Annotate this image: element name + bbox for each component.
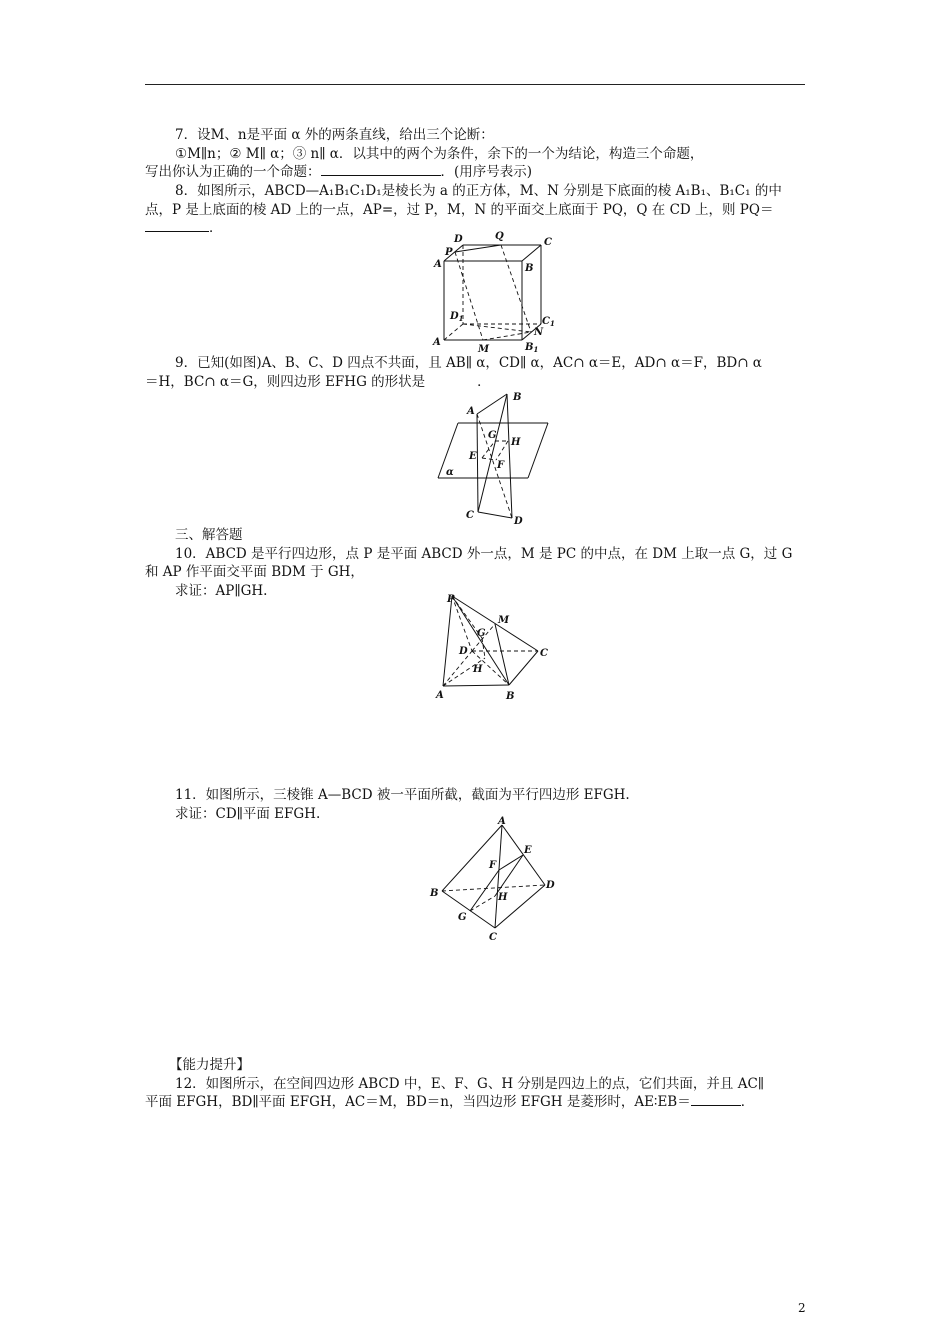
label-d1: $D_1$ [450,311,464,323]
label-q: Q [495,231,504,242]
label-b: B [506,691,515,702]
label-d: D [514,516,523,527]
segment-gh [470,896,495,911]
label-f: F [489,860,497,871]
q8-line-1: 8．如图所示，ABCD—A₁B₁C₁D₁是棱长为 a 的正方体，M、N 分别是下底面的棱 A₁B₁、B₁C₁ 的中 [175,183,782,199]
label-g: G [458,912,467,923]
segment-pm [455,252,483,340]
q9-plane-figure [430,388,550,528]
label-e: E [524,845,532,856]
edge-pd [452,596,472,651]
label-a: A [434,259,442,270]
page-number: 2 [798,1301,806,1315]
segment-ef [499,855,523,870]
q7-line-2: ①M∥n；② M∥ α；③ n∥ α．以其中的两个为条件，余下的一个为结论，构造三个命题， [175,145,704,162]
segment-mb [495,624,509,685]
label-c1: $C_1$ [542,316,555,328]
label-a: A [436,690,444,701]
edge-pc [452,596,538,651]
q7-answer-blank[interactable] [321,163,441,176]
q9-line-2: ＝H，BC∩ α＝G，则四边形 EFHG 的形状是 ． [145,373,491,390]
q10-pyramid-figure [430,588,555,706]
segment-bc [478,394,507,512]
q9-line-1: 9．已知(如图)A、B、C、D 四点不共面，且 AB∥ α，CD∥ α，AC∩ α＝E，AD∩ α＝F，BD∩ α [175,355,762,371]
segment-d1-n [463,324,531,332]
label-m: M [478,344,490,355]
q8-line-2: 点，P 是上底面的棱 AD 上的一点，AP=，过 P，M，N 的平面交上底面于 PQ，Q 在 CD 上，则 PQ＝ [145,201,774,218]
label-alpha: α [446,467,454,478]
segment-cd [478,512,512,518]
label-c: C [489,932,497,943]
label-b: B [430,888,439,899]
label-a: A [467,406,475,417]
edge-pa [443,596,452,686]
label-b1: $B_1$ [525,342,539,354]
question-12 [145,1056,810,1112]
segment-hf [496,441,508,460]
q7-line-1: 7．设M、n是平面 α 外的两条直线，给出三个论断： [175,127,494,143]
q10-line-1: 10．ABCD 是平行四边形，点 P 是平面 ABCD 外一点，M 是 PC 的中点，在 DM 上取一点 G，过 G [175,545,793,562]
label-a1: A [433,337,441,348]
q11-tetrahedron-figure [428,816,563,942]
label-d: D [459,646,468,657]
q8-cube-figure [425,230,560,355]
segment-qn [501,245,534,332]
cube-hidden-edge [444,324,463,340]
cube-edge [522,245,541,261]
label-b: B [525,263,534,274]
q8-line-3: ． [145,219,810,238]
label-h: H [498,892,508,903]
label-c: C [540,648,548,659]
ability-title: 【能力提升】 [169,1057,250,1073]
q12-line-1: 12．如图所示，在空间四边形 ABCD 中，E、F、G、H 分别是四边上的点，它们共面，并且 AC∥ [175,1075,765,1092]
q12-answer-blank[interactable] [691,1093,741,1106]
label-d: D [454,234,463,245]
q12-line-2: 平面 EFGH，BD∥平面 EFGH，AC＝M，BD＝n，当四边形 EFGH 是菱形时，AE∶EB＝ ． [145,1094,755,1110]
edge-ac [495,825,502,928]
label-d: D [546,880,555,891]
q8-answer-blank[interactable] [145,219,209,232]
q10-line-3: 求证：AP∥GH. [175,582,268,599]
segment-ef [482,458,496,460]
question-9 [145,354,810,391]
label-a: A [498,816,506,827]
label-p: P [447,594,455,605]
label-b: B [513,392,522,403]
q7-line-3: 写出你认为正确的一个命题： ．(用序号表示) [145,164,533,180]
edge-bd [442,885,545,891]
segment-fg [470,870,499,911]
q11-line-1: 11．如图所示，三棱锥 A—BCD 被一平面所截，截面为平行四边形 EFGH. [175,787,630,803]
label-c: C [544,237,552,248]
edge-ab [443,685,509,686]
plane-edge [528,423,548,478]
segment-ac [477,414,478,512]
label-h: H [511,437,521,448]
label-f: F [497,460,505,471]
label-h: H [473,664,483,675]
segment-bd [507,394,512,518]
question-7 [145,126,810,182]
edge-bc [442,891,495,928]
q11-line-2: 求证：CD∥平面 EFGH. [175,805,321,822]
label-m: M [498,615,510,626]
label-g: G [488,430,497,441]
label-p: P [445,247,453,258]
segment-gh [482,638,485,658]
label-g: G [477,628,486,639]
header-rule [145,84,805,85]
q10-line-2: 和 AP 作平面交平面 BDM 于 GH， [145,564,364,580]
label-n: N [534,327,544,338]
label-c: C [466,510,474,521]
edge-ab [442,825,502,891]
edge-bc [509,651,538,685]
section-3-title: 三、解答题 [175,527,243,543]
label-e: E [469,451,477,462]
